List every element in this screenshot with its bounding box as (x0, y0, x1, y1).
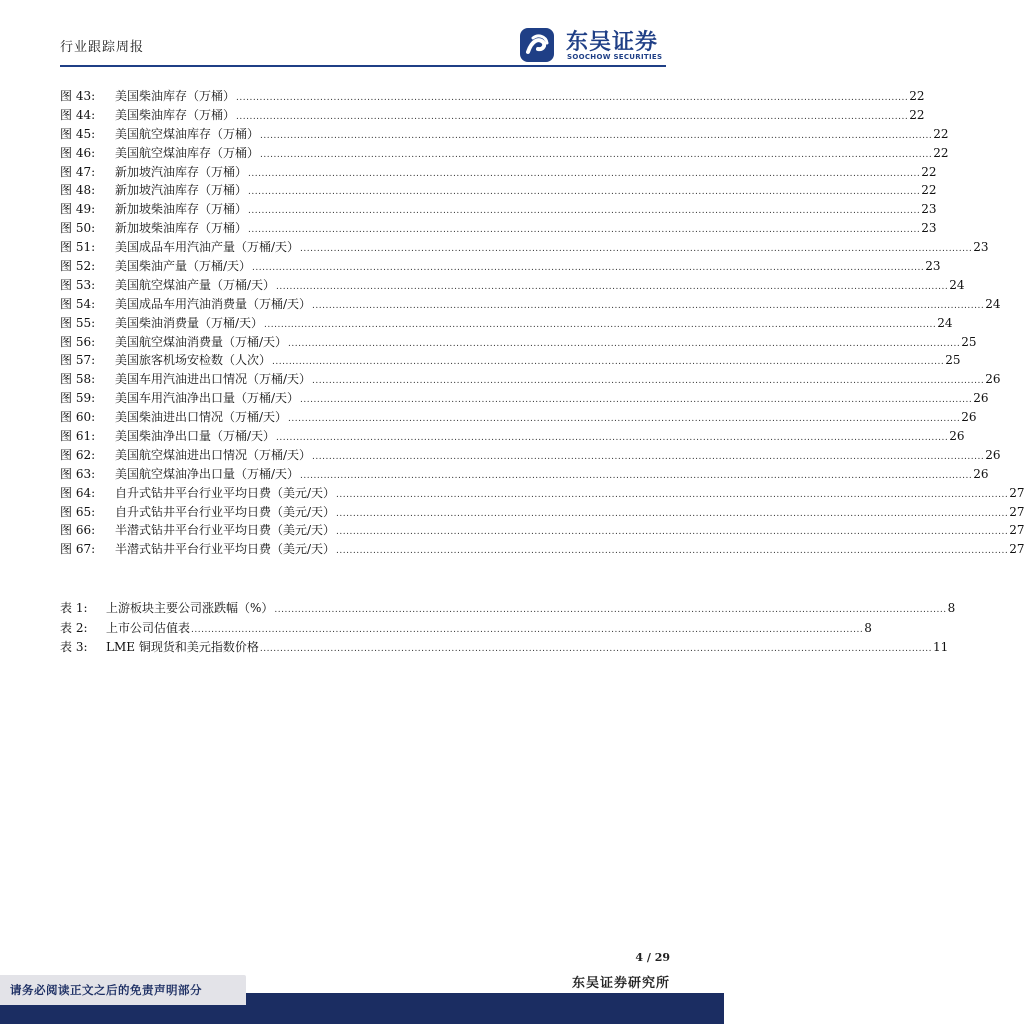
toc-dot-leader: ........................................................................................................................................................................................................ (248, 206, 921, 217)
footer-organization: 东吴证券研究所 (571, 976, 670, 991)
toc-entry-title: 美国成品车用汽油产量（万桶/天） (115, 240, 300, 255)
toc-entry-number: 表 1: (60, 601, 88, 615)
toc-entry-number: 图 61: (60, 429, 96, 444)
toc-entry-page: 11 (933, 640, 949, 654)
toc-entry-page: 27 (1009, 542, 1025, 557)
figure-toc-entry[interactable] (60, 351, 961, 370)
toc-entry-title: 美国车用汽油净出口量（万桶/天） (115, 391, 300, 406)
soochow-logo (519, 26, 679, 66)
table-toc-entry[interactable] (60, 638, 949, 658)
toc-entry-number: 图 52: (60, 259, 96, 274)
toc-entry-title: 自升式钻井平台行业平均日费（美元/天） (115, 504, 336, 519)
toc-entry-page: 24 (985, 296, 1001, 311)
disclaimer-text: 请务必阅读正文之后的免责声明部分 (10, 983, 202, 997)
toc-entry-title: 半潜式钻井平台行业平均日费（美元/天） (115, 523, 336, 538)
report-type-title: 行业跟踪周报 (60, 40, 145, 55)
toc-dot-leader: ........................................................................................................................................................................................................ (300, 244, 973, 255)
toc-entry-page: 25 (961, 334, 977, 349)
toc-entry-title: 美国航空煤油库存（万桶） (115, 126, 260, 141)
toc-entry-page: 23 (925, 259, 941, 274)
toc-dot-leader: ........................................................................................................................................................................................................ (276, 281, 949, 292)
toc-entry-page: 27 (1009, 523, 1025, 538)
toc-entry-page: 27 (1009, 504, 1025, 519)
toc-entry-title: 新加坡柴油库存（万桶） (115, 221, 248, 236)
toc-entry-title: 美国航空煤油产量（万桶/天） (115, 277, 276, 292)
soochow-logo-icon (519, 26, 561, 64)
figure-toc-entry[interactable] (60, 106, 925, 125)
toc-entry-page: 26 (973, 391, 989, 406)
toc-entry-title: 美国航空煤油进出口情况（万桶/天） (115, 447, 312, 462)
toc-entry-number: 图 51: (60, 240, 96, 255)
toc-dot-leader: ........................................................................................................................................................................................................ (248, 168, 921, 179)
figure-toc-entry[interactable] (60, 333, 977, 352)
toc-entry-page: 22 (909, 107, 925, 122)
toc-entry-title: 美国航空煤油净出口量（万桶/天） (115, 466, 300, 481)
toc-dot-leader: ........................................................................................................................................................................................................ (259, 644, 933, 654)
toc-entry-number: 图 60: (60, 410, 96, 425)
figure-toc-entry[interactable] (60, 540, 1025, 559)
toc-dot-leader: ........................................................................................................................................................................................................ (191, 624, 864, 635)
toc-entry-page: 8 (947, 601, 956, 615)
toc-dot-leader: ........................................................................................................................................................................................................ (260, 130, 933, 141)
toc-entry-number: 表 2: (60, 620, 88, 635)
toc-dot-leader: ........................................................................................................................................................................................................ (288, 414, 961, 425)
toc-entry-title: 美国柴油库存（万桶） (115, 89, 236, 103)
figure-toc-entry[interactable] (60, 370, 1001, 389)
toc-entry-title: LME 铜现货和美元指数价格 (106, 640, 259, 654)
toc-dot-leader: ........................................................................................................................................................................................................ (264, 319, 937, 330)
toc-entry-title: 美国车用汽油进出口情况（万桶/天） (115, 372, 312, 387)
toc-dot-leader: ........................................................................................................................................................................................................ (276, 433, 949, 444)
toc-entry-number: 图 63: (60, 466, 96, 481)
toc-entry-page: 26 (985, 447, 1001, 462)
toc-entry-page: 26 (985, 372, 1001, 387)
toc-entry-title: 美国柴油净出口量（万桶/天） (115, 429, 276, 444)
toc-entry-number: 图 66: (60, 523, 96, 538)
figure-toc-entry[interactable] (60, 295, 1001, 314)
toc-dot-leader: ........................................................................................................................................................................................................ (300, 395, 973, 406)
toc-entry-number: 表 3: (60, 640, 88, 654)
toc-entry-page: 27 (1009, 485, 1025, 500)
toc-dot-leader: ........................................................................................................................................................................................................ (288, 338, 961, 349)
figure-toc-entry[interactable] (60, 276, 965, 295)
toc-dot-leader: ........................................................................................................................................................................................................ (300, 470, 973, 481)
figure-toc-entry[interactable] (60, 503, 1025, 522)
figure-toc-entry[interactable] (60, 87, 925, 106)
figure-toc-entry[interactable] (60, 238, 989, 257)
toc-entry-number: 图 48: (60, 183, 96, 198)
toc-dot-leader: ........................................................................................................................................................................................................ (312, 376, 985, 387)
figure-toc-entry[interactable] (60, 521, 1025, 540)
toc-entry-title: 新加坡柴油库存（万桶） (115, 202, 248, 217)
header-divider (60, 65, 666, 67)
toc-entry-page: 22 (909, 89, 925, 103)
figure-toc-entry[interactable] (60, 200, 937, 219)
figure-toc-entry[interactable] (60, 314, 953, 333)
figure-toc-entry[interactable] (60, 408, 977, 427)
toc-entry-page: 26 (961, 410, 977, 425)
toc-entry-page: 25 (945, 353, 961, 368)
figure-toc-entry[interactable] (60, 163, 937, 182)
toc-entry-number: 图 44: (60, 107, 96, 122)
toc-dot-leader: ........................................................................................................................................................................................................ (336, 508, 1009, 519)
toc-entry-number: 图 45: (60, 126, 96, 141)
toc-entry-title: 美国柴油进出口情况（万桶/天） (115, 410, 288, 425)
toc-entry-number: 图 64: (60, 485, 96, 500)
toc-dot-leader: ........................................................................................................................................................................................................ (336, 546, 1009, 557)
toc-entry-title: 上游板块主要公司涨跌幅（%） (106, 601, 274, 615)
toc-entry-page: 26 (949, 429, 965, 444)
toc-entry-number: 图 56: (60, 334, 96, 349)
toc-entry-number: 图 54: (60, 296, 96, 311)
toc-entry-page: 22 (921, 183, 937, 198)
figure-toc-entry[interactable] (60, 446, 1001, 465)
toc-entry-title: 美国柴油产量（万桶/天） (115, 259, 252, 274)
toc-entry-page: 22 (933, 145, 949, 160)
toc-entry-title: 美国航空煤油库存（万桶） (115, 145, 260, 160)
toc-entry-number: 图 65: (60, 504, 96, 519)
toc-entry-page: 24 (937, 315, 953, 330)
figure-toc-entry[interactable] (60, 389, 989, 408)
toc-entry-page: 22 (921, 164, 937, 179)
toc-entry-number: 图 50: (60, 221, 96, 236)
toc-entry-title: 美国旅客机场安检数（人次） (115, 353, 272, 368)
toc-entry-number: 图 55: (60, 315, 96, 330)
toc-entry-number: 图 59: (60, 391, 96, 406)
table-toc-entry[interactable] (60, 599, 956, 619)
toc-dot-leader: ........................................................................................................................................................................................................ (272, 357, 945, 368)
toc-dot-leader: ........................................................................................................................................................................................................ (336, 527, 1009, 538)
toc-dot-leader: ........................................................................................................................................................................................................ (274, 605, 947, 615)
toc-entry-title: 半潜式钻井平台行业平均日费（美元/天） (115, 542, 336, 557)
table-toc-entry[interactable] (60, 619, 872, 639)
figure-toc-entry[interactable] (60, 144, 949, 163)
figure-list (60, 87, 1025, 559)
toc-entry-number: 图 47: (60, 164, 96, 179)
toc-entry-page: 22 (933, 126, 949, 141)
toc-dot-leader: ........................................................................................................................................................................................................ (260, 149, 933, 160)
toc-dot-leader: ........................................................................................................................................................................................................ (248, 187, 921, 198)
toc-entry-page: 23 (973, 240, 989, 255)
toc-entry-title: 美国航空煤油消费量（万桶/天） (115, 334, 288, 349)
logo-chinese-name: 东吴证券 (566, 30, 659, 55)
figure-toc-entry[interactable] (60, 484, 1025, 503)
toc-entry-number: 图 67: (60, 542, 96, 557)
toc-dot-leader: ........................................................................................................................................................................................................ (312, 451, 985, 462)
toc-dot-leader: ........................................................................................................................................................................................................ (252, 263, 925, 274)
toc-entry-page: 23 (921, 202, 937, 217)
figure-toc-entry[interactable] (60, 181, 937, 200)
toc-entry-number: 图 43: (60, 89, 96, 103)
toc-entry-title: 美国成品车用汽油消费量（万桶/天） (115, 296, 312, 311)
toc-entry-number: 图 49: (60, 202, 96, 217)
figure-toc-entry[interactable] (60, 257, 941, 276)
table-list (60, 599, 956, 658)
toc-entry-title: 美国柴油消费量（万桶/天） (115, 315, 264, 330)
toc-entry-page: 24 (949, 277, 965, 292)
toc-dot-leader: ........................................................................................................................................................................................................ (312, 300, 985, 311)
toc-dot-leader: ........................................................................................................................................................................................................ (236, 93, 909, 103)
toc-entry-title: 新加坡汽油库存（万桶） (115, 164, 248, 179)
figure-toc-entry[interactable] (60, 219, 937, 238)
toc-entry-title: 新加坡汽油库存（万桶） (115, 183, 248, 198)
toc-entry-number: 图 53: (60, 277, 96, 292)
figure-toc-entry[interactable] (60, 125, 949, 144)
toc-entry-page: 8 (864, 620, 872, 635)
toc-entry-number: 图 46: (60, 145, 96, 160)
toc-entry-page: 23 (921, 221, 937, 236)
toc-dot-leader: ........................................................................................................................................................................................................ (248, 225, 921, 236)
toc-entry-number: 图 57: (60, 353, 96, 368)
toc-entry-number: 图 58: (60, 372, 96, 387)
toc-entry-page: 26 (973, 466, 989, 481)
toc-entry-title: 上市公司估值表 (106, 620, 191, 635)
figure-toc-entry[interactable] (60, 427, 965, 446)
toc-dot-leader: ........................................................................................................................................................................................................ (336, 489, 1009, 500)
toc-entry-title: 美国柴油库存（万桶） (115, 107, 236, 122)
toc-entry-title: 自升式钻井平台行业平均日费（美元/天） (115, 485, 336, 500)
toc-dot-leader: ........................................................................................................................................................................................................ (236, 111, 909, 122)
figure-toc-entry[interactable] (60, 465, 989, 484)
logo-english-name: SOOCHOW SECURITIES (567, 53, 663, 61)
toc-entry-number: 图 62: (60, 447, 96, 462)
page-number: 4 / 29 (635, 951, 670, 964)
